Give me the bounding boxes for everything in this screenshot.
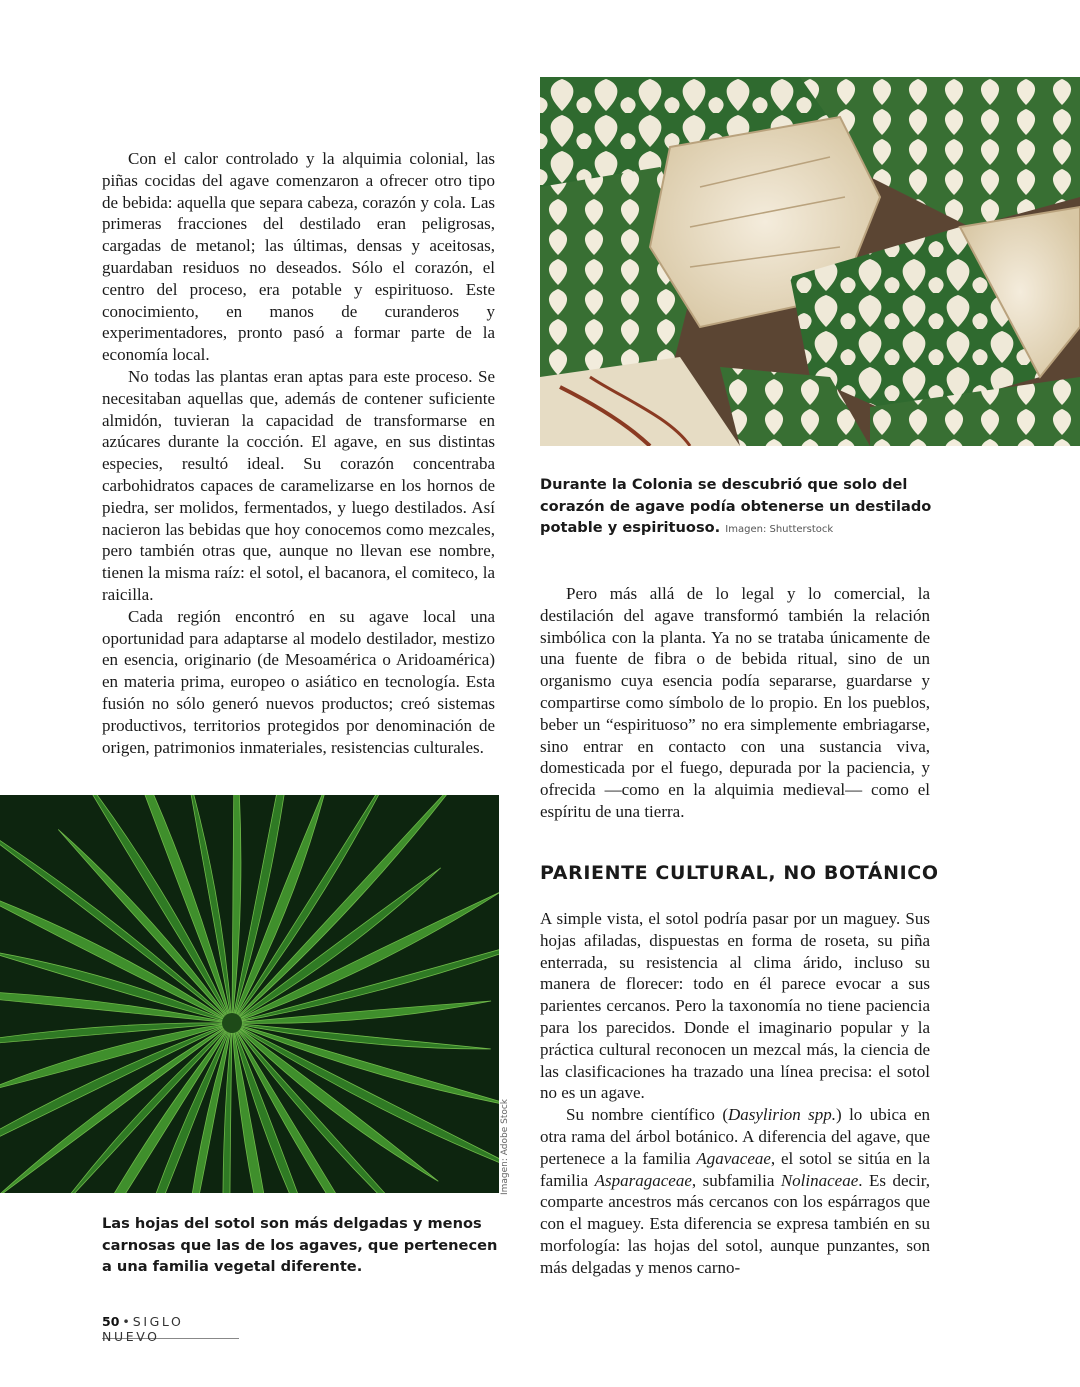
family-name: Agavaceae <box>696 1148 771 1168</box>
text-run: . Es decir, comparte ancestros más cercanos con los espárragos que con el maguey. Esta diferencia se expresa también en su morfología: las hojas del sotol, aunque punzantes, son más delgadas y menos carno- <box>540 1170 930 1277</box>
text-run: ) lo ubica en otra rama del árbol botánico. A diferencia del agave, que pertenece a la familia <box>540 1105 930 1168</box>
paragraph: Con el calor controlado y la alquimia colonial, las piñas cocidas del agave comenzaron a ofrecer otro tipo de bebida: aquella que separa cabeza, corazón y cola. Las primeras fracciones del destilado eran peligrosas, cargadas de metanol; las últimas, densas y aceitosas, guardaban residuos no deseados. Sólo el corazón, el centro del proceso, era potable y espirituoso. Este conocimiento, en manos de curanderos y experimentadores, pronto pasó a formar parte de la economía local. <box>102 149 495 365</box>
agave-pinas-photo <box>540 77 1080 446</box>
right-column-text-top <box>540 583 930 823</box>
scientific-name: Dasylirion spp. <box>727 1105 836 1125</box>
left-column-text <box>102 148 495 758</box>
text-run: Su nombre científico ( <box>566 1105 728 1125</box>
agave-pinas-illustration <box>540 77 1080 446</box>
sotol-rosette-illustration <box>0 795 499 1193</box>
paragraph: A simple vista, el sotol podría pasar por un maguey. Sus hojas afiladas, dispuestas en forma de roseta, su piña enterrada, su resistencia al clima árido, incluso su manera de florecer: todo en él parece evocar a sus parientes cercanos. Pero la taxonomía no tiene paciencia para los parecidos. Donde el imaginario popular y la práctica cultural reconocen un mezcal más, la ciencia de las clasificaciones ha trazado una línea precisa: el sotol no es un agave. <box>540 909 930 1103</box>
photo-credit-vertical <box>500 1095 514 1195</box>
caption-text: Durante la Colonia se descubrió que solo del corazón de agave podía obtenerse un destilado potable y espirituoso. <box>540 476 932 536</box>
photo-caption-top <box>540 474 940 541</box>
page-number: 50 <box>102 1314 120 1329</box>
text-run: , el sotol se sitúa en la familia <box>540 1148 930 1190</box>
subfamily-name: Nolinaceae <box>780 1170 859 1190</box>
photo-credit: Imagen: Adobe Stock <box>500 1098 510 1195</box>
paragraph <box>540 1104 930 1278</box>
paragraph: No todas las plantas eran aptas para este proceso. Se necesitaban aquellas que, además de contener suficiente almidón, tuvieran la capacidad de transformarse en azúcares durante la cocción. El agave, en sus distintas especies, resultó ideal. Su corazón concentraba carbohidratos capaces de caramelizarse en los hornos de piedra, ser molidos, fermentados, y luego destilados. Así nacieron las bebidas que hoy conocemos como mezcales, pero también otras que, aunque no llevan ese nombre, tienen la misma raíz: el sotol, el bacanora, el comiteco, la raicilla. <box>102 366 495 604</box>
family-name: Asparagaceae <box>594 1170 692 1190</box>
right-column-text-bottom <box>540 908 930 1279</box>
section-heading: PARIENTE CULTURAL, NO BOTÁNICO <box>540 862 939 884</box>
paragraph: Cada región encontró en su agave local una oportunidad para adaptarse al modelo destilador, mestizo en esencia, originario (de Mesoamérica o Aridoamérica) en materia prima, europeo o asiático en tecnología. Esta fusión no sólo generó nuevos productos; creó sistemas productivos, territorios protegidos por denominación de origen, patrimonios inmateriales, resistencias culturales. <box>102 606 495 757</box>
photo-caption-bottom <box>102 1213 502 1278</box>
paragraph: Pero más allá de lo legal y lo comercial, la destilación del agave transformó también la relación simbólica con la planta. Ya no se trataba únicamente de una fuente de fibra o de bebida ritual, sino de un organismo cuya esencia podía separarse, guardarse y compartirse como símbolo de lo propio. En los pueblos, beber un “espirituoso” no era simplemente embriagarse, sino entrar en contacto con una sustancia viva, domesticada por el fuego, depurada por la paciencia, y ofrecida —como en la alquimia medieval— como el espíritu de una tierra. <box>540 584 930 821</box>
sotol-rosette-photo <box>0 795 499 1193</box>
page-footer <box>102 1314 239 1344</box>
publication-name: SIGLO NUEVO <box>102 1314 184 1344</box>
footer-separator: • <box>122 1314 130 1329</box>
caption-text: Las hojas del sotol son más delgadas y menos carnosas que las de los agaves, que pertenecen a una familia vegetal diferente. <box>102 1215 498 1275</box>
text-run: , subfamilia <box>691 1170 781 1190</box>
photo-credit: Imagen: Shutterstock <box>725 524 834 535</box>
